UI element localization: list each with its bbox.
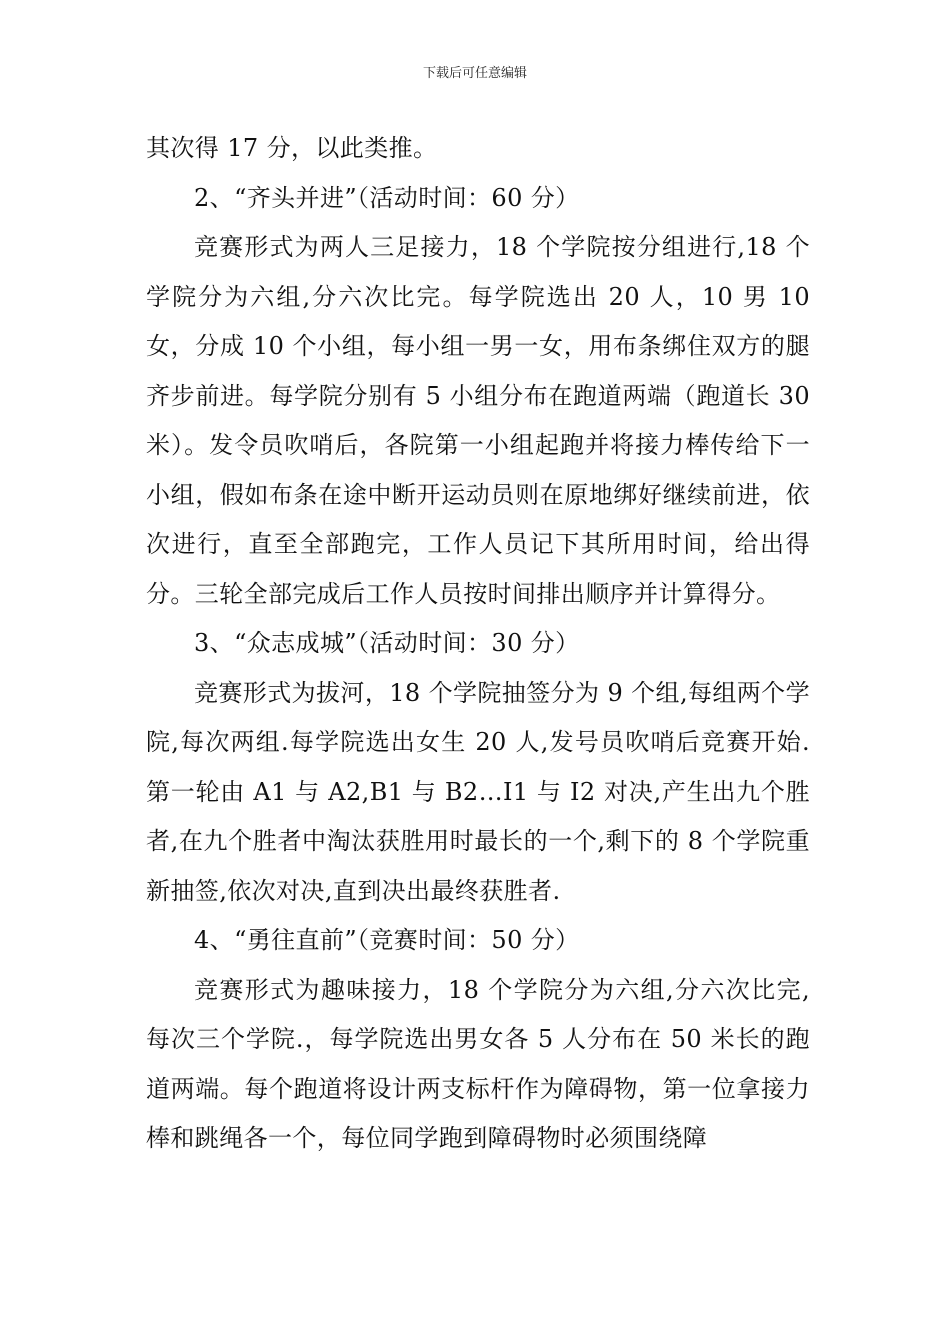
- page-header: 下载后可任意编辑: [422, 66, 527, 81]
- section-heading-4: 4、“勇往直前”（竞赛时间：50 分）: [194, 926, 580, 954]
- paragraph-section-2: 竞赛形式为两人三足接力，18 个学院按分组进行,18 个学院分为六组,分六次比完。每学院选出 20 人，10 男 10 女，分成 10 个小组，每小组一男一女，用布条绑住双方的腿齐步前进。每学院分别有 5 小组分布在跑道两端（跑道长 30 米）。发令员吹哨后，各院第一小组起跑并将接力棒传给下一小组，假如布条在途中断开运动员则在原地绑好继续前进，依次进行，直至全部跑完，工作人员记下其所用时间，给出得分。三轮全部完成后工作人员按时间排出顺序并计算得分。: [146, 233, 810, 608]
- paragraph-continuation: 其次得 17 分，以此类推。: [146, 134, 438, 162]
- paragraph-section-4: 竞赛形式为趣味接力，18 个学院分为六组,分六次比完,每次三个学院.，每学院选出男女各 5 人分布在 50 米长的跑道两端。每个跑道将设计两支标杆作为障碍物，第一位拿接力棒和跳绳各一个，每位同学跑到障碍物时必须围绕障: [146, 975, 810, 1152]
- paragraph-section-3: 竞赛形式为拔河，18 个学院抽签分为 9 个组,每组两个学院,每次两组.每学院选出女生 20 人,发号员吹哨后竞赛开始.第一轮由 A1 与 A2,B1 与 B2…I1 与 I2 对决,产生出九个胜者,在九个胜者中淘汰获胜用时最长的一个,剩下的 8 个学院重新抽签,依次对决,直到决出最终获胜者.: [146, 678, 810, 905]
- document-body: [146, 124, 810, 1164]
- section-heading-3: 3、“众志成城”（活动时间：30 分）: [194, 629, 580, 657]
- section-heading-2: 2、“齐头并进”（活动时间：60 分）: [194, 183, 580, 212]
